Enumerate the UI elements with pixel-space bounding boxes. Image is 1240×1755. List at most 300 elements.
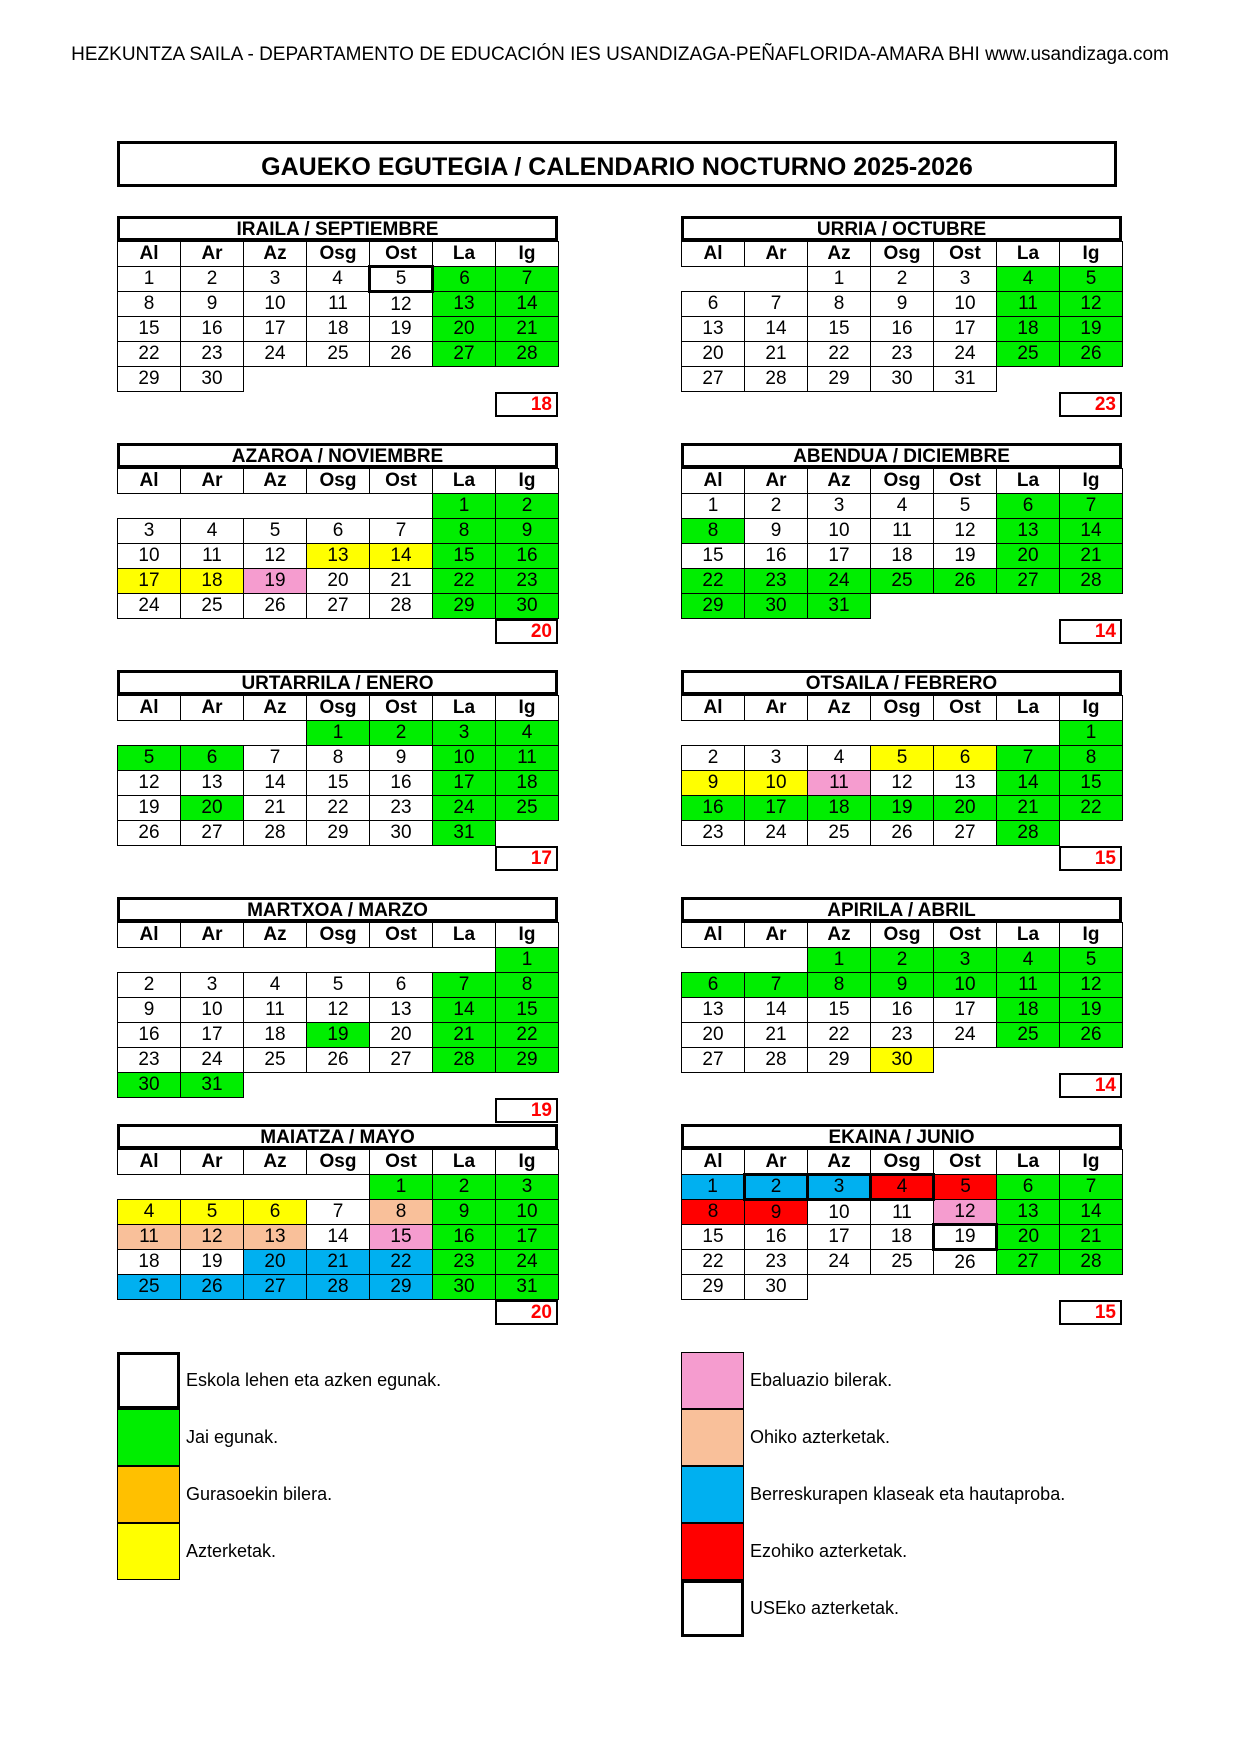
empty-cell [307, 1175, 370, 1200]
day-cell: 30 [118, 1073, 181, 1098]
empty-cell [244, 494, 307, 519]
day-cell: 29 [682, 1275, 745, 1300]
empty-cell [496, 367, 559, 392]
day-cell: 19 [934, 544, 997, 569]
day-cell: 14 [433, 998, 496, 1023]
weekday-header: La [433, 696, 496, 721]
day-cell: 12 [871, 771, 934, 796]
day-cell: 25 [496, 796, 559, 821]
month-grid [681, 468, 1123, 619]
day-cell: 12 [934, 519, 997, 544]
day-cell: 12 [181, 1225, 244, 1250]
empty-cell [808, 721, 871, 746]
month-total-row [117, 846, 558, 871]
empty-cell [244, 1175, 307, 1200]
day-cell: 18 [997, 317, 1060, 342]
day-cell: 2 [181, 267, 244, 292]
day-cell: 11 [871, 1200, 934, 1225]
weekday-header: Az [808, 1150, 871, 1175]
weekday-header: Ar [745, 696, 808, 721]
day-cell: 16 [370, 771, 433, 796]
legend-item [117, 1352, 597, 1409]
day-cell: 13 [682, 317, 745, 342]
day-cell: 28 [307, 1275, 370, 1300]
day-cell: 22 [682, 1250, 745, 1275]
empty-cell [1060, 1275, 1123, 1300]
weekday-header: Ost [370, 242, 433, 267]
day-cell: 28 [1060, 1250, 1123, 1275]
month-title: URTARRILA / ENERO [117, 670, 558, 695]
day-cell: 24 [496, 1250, 559, 1275]
month-grid [117, 468, 559, 619]
day-cell: 29 [433, 594, 496, 619]
day-cell: 14 [244, 771, 307, 796]
day-cell: 5 [934, 1175, 997, 1200]
day-cell: 13 [934, 771, 997, 796]
day-cell: 13 [682, 998, 745, 1023]
weekday-header: Ig [496, 1150, 559, 1175]
day-cell: 30 [871, 1048, 934, 1073]
day-cell: 8 [307, 746, 370, 771]
day-cell: 18 [244, 1023, 307, 1048]
day-cell: 6 [370, 973, 433, 998]
month-total-row [117, 1300, 558, 1325]
weekday-header: La [997, 923, 1060, 948]
day-cell: 6 [997, 1175, 1060, 1200]
month-total: 15 [1059, 846, 1122, 871]
day-cell: 20 [997, 544, 1060, 569]
month-january [117, 670, 558, 871]
day-cell: 15 [496, 998, 559, 1023]
empty-cell [745, 948, 808, 973]
empty-cell [682, 267, 745, 292]
day-cell: 3 [745, 746, 808, 771]
day-cell: 23 [181, 342, 244, 367]
weekday-header: Ig [1060, 242, 1123, 267]
calendar-title-text: GAUEKO EGUTEGIA / CALENDARIO NOCTURNO 2025-2026 [261, 152, 973, 181]
day-cell: 10 [433, 746, 496, 771]
day-cell: 20 [934, 796, 997, 821]
month-total: 15 [1059, 1300, 1122, 1325]
weekday-header: Osg [871, 469, 934, 494]
empty-cell [433, 1073, 496, 1098]
day-cell: 16 [181, 317, 244, 342]
empty-cell [682, 948, 745, 973]
weekday-header: Osg [307, 696, 370, 721]
day-cell: 28 [745, 367, 808, 392]
empty-cell [244, 721, 307, 746]
day-cell: 28 [1060, 569, 1123, 594]
month-grid [681, 1149, 1123, 1300]
weekday-header: La [997, 696, 1060, 721]
legend-label: USEko azterketak. [750, 1598, 900, 1618]
legend-label: Ezohiko azterketak. [750, 1541, 908, 1561]
day-cell: 2 [745, 1175, 808, 1200]
day-cell: 9 [682, 771, 745, 796]
month-total: 23 [1059, 392, 1122, 417]
month-grid [681, 241, 1123, 392]
legend-item [681, 1409, 1161, 1466]
weekday-header: Al [682, 923, 745, 948]
day-cell: 12 [934, 1200, 997, 1225]
day-cell: 26 [871, 821, 934, 846]
month-total-row [681, 619, 1122, 644]
weekday-header: Osg [871, 696, 934, 721]
day-cell: 22 [682, 569, 745, 594]
day-cell: 4 [871, 494, 934, 519]
day-cell: 18 [997, 998, 1060, 1023]
day-cell: 2 [118, 973, 181, 998]
day-cell: 5 [118, 746, 181, 771]
month-title: OTSAILA / FEBRERO [681, 670, 1122, 695]
weekday-header: Al [682, 242, 745, 267]
empty-cell [307, 1073, 370, 1098]
day-cell: 7 [244, 746, 307, 771]
weekday-header: Osg [307, 469, 370, 494]
day-cell: 23 [496, 569, 559, 594]
day-cell: 18 [118, 1250, 181, 1275]
day-cell: 14 [745, 317, 808, 342]
day-cell: 6 [682, 973, 745, 998]
day-cell: 19 [1060, 317, 1123, 342]
day-cell: 5 [871, 746, 934, 771]
day-cell: 17 [745, 796, 808, 821]
weekday-header: Osg [307, 1150, 370, 1175]
day-cell: 15 [370, 1225, 433, 1250]
day-cell: 21 [307, 1250, 370, 1275]
legend-label: Eskola lehen eta azken egunak. [186, 1370, 442, 1390]
day-cell: 5 [934, 494, 997, 519]
month-title: AZAROA / NOVIEMBRE [117, 443, 558, 468]
day-cell: 9 [118, 998, 181, 1023]
day-cell: 26 [934, 1250, 997, 1275]
empty-cell [370, 494, 433, 519]
day-cell: 10 [934, 292, 997, 317]
day-cell: 14 [307, 1225, 370, 1250]
day-cell: 3 [934, 267, 997, 292]
weekday-header: Ig [1060, 1150, 1123, 1175]
day-cell: 7 [1060, 494, 1123, 519]
day-cell: 24 [433, 796, 496, 821]
day-cell: 21 [745, 342, 808, 367]
day-cell: 14 [997, 771, 1060, 796]
empty-cell [181, 948, 244, 973]
day-cell: 22 [433, 569, 496, 594]
day-cell: 26 [1060, 1023, 1123, 1048]
day-cell: 27 [370, 1048, 433, 1073]
day-cell: 30 [745, 1275, 808, 1300]
day-cell: 1 [496, 948, 559, 973]
empty-cell [181, 494, 244, 519]
day-cell: 23 [118, 1048, 181, 1073]
day-cell: 13 [370, 998, 433, 1023]
day-cell: 4 [244, 973, 307, 998]
day-cell: 19 [307, 1023, 370, 1048]
day-cell: 10 [745, 771, 808, 796]
day-cell: 25 [307, 342, 370, 367]
day-cell: 14 [745, 998, 808, 1023]
day-cell: 9 [745, 1200, 808, 1225]
weekday-header: Ig [1060, 696, 1123, 721]
weekday-header: Osg [871, 923, 934, 948]
day-cell: 31 [181, 1073, 244, 1098]
day-cell: 7 [745, 973, 808, 998]
day-cell: 10 [118, 544, 181, 569]
weekday-header: Az [244, 469, 307, 494]
weekday-header: Ar [745, 469, 808, 494]
day-cell: 23 [433, 1250, 496, 1275]
day-cell: 19 [934, 1225, 997, 1250]
legend-label: Gurasoekin bilera. [186, 1484, 333, 1504]
legend-swatch [681, 1409, 744, 1466]
month-grid [117, 695, 559, 846]
day-cell: 27 [433, 342, 496, 367]
day-cell: 8 [682, 519, 745, 544]
day-cell: 2 [433, 1175, 496, 1200]
day-cell: 27 [682, 1048, 745, 1073]
empty-cell [997, 367, 1060, 392]
day-cell: 16 [433, 1225, 496, 1250]
weekday-header: La [997, 1150, 1060, 1175]
month-total-row [681, 392, 1122, 417]
month-title: MAIATZA / MAYO [117, 1124, 558, 1149]
day-cell: 26 [181, 1275, 244, 1300]
weekday-header: Osg [871, 1150, 934, 1175]
day-cell: 7 [496, 267, 559, 292]
day-cell: 25 [808, 821, 871, 846]
day-cell: 4 [118, 1200, 181, 1225]
day-cell: 7 [745, 292, 808, 317]
day-cell: 21 [997, 796, 1060, 821]
day-cell: 30 [496, 594, 559, 619]
weekday-header: Al [118, 923, 181, 948]
day-cell: 21 [745, 1023, 808, 1048]
day-cell: 9 [745, 519, 808, 544]
day-cell: 10 [808, 519, 871, 544]
day-cell: 9 [181, 292, 244, 317]
day-cell: 2 [682, 746, 745, 771]
weekday-header: Ar [181, 923, 244, 948]
day-cell: 27 [997, 569, 1060, 594]
empty-cell [871, 1275, 934, 1300]
day-cell: 11 [871, 519, 934, 544]
day-cell: 16 [745, 544, 808, 569]
month-total: 19 [495, 1098, 558, 1123]
day-cell: 6 [244, 1200, 307, 1225]
day-cell: 23 [370, 796, 433, 821]
weekday-header: Ost [934, 1150, 997, 1175]
day-cell: 2 [871, 948, 934, 973]
day-cell: 17 [244, 317, 307, 342]
day-cell: 21 [433, 1023, 496, 1048]
day-cell: 17 [118, 569, 181, 594]
day-cell: 17 [496, 1225, 559, 1250]
weekday-header: La [433, 1150, 496, 1175]
day-cell: 22 [118, 342, 181, 367]
day-cell: 25 [181, 594, 244, 619]
weekday-header: Az [244, 696, 307, 721]
legend-item [117, 1409, 597, 1466]
legend-item [681, 1580, 1161, 1637]
day-cell: 10 [244, 292, 307, 317]
day-cell: 13 [997, 1200, 1060, 1225]
weekday-header: Al [682, 469, 745, 494]
day-cell: 18 [808, 796, 871, 821]
day-cell: 14 [1060, 519, 1123, 544]
day-cell: 6 [181, 746, 244, 771]
day-cell: 30 [181, 367, 244, 392]
month-november [117, 443, 558, 644]
empty-cell [745, 267, 808, 292]
month-total-row [681, 1073, 1122, 1098]
empty-cell [118, 1175, 181, 1200]
day-cell: 13 [181, 771, 244, 796]
month-grid [681, 695, 1123, 846]
month-december [681, 443, 1122, 644]
weekday-header: Ar [745, 242, 808, 267]
day-cell: 8 [1060, 746, 1123, 771]
weekday-header: Ar [181, 1150, 244, 1175]
empty-cell [370, 367, 433, 392]
day-cell: 7 [307, 1200, 370, 1225]
day-cell: 1 [808, 948, 871, 973]
day-cell: 3 [496, 1175, 559, 1200]
day-cell: 13 [244, 1225, 307, 1250]
legend-swatch [681, 1580, 744, 1637]
day-cell: 18 [871, 1225, 934, 1250]
weekday-header: Osg [307, 923, 370, 948]
day-cell: 12 [1060, 973, 1123, 998]
day-cell: 24 [808, 569, 871, 594]
day-cell: 23 [871, 342, 934, 367]
day-cell: 18 [307, 317, 370, 342]
day-cell: 11 [808, 771, 871, 796]
day-cell: 7 [997, 746, 1060, 771]
day-cell: 12 [1060, 292, 1123, 317]
day-cell: 8 [808, 292, 871, 317]
empty-cell [118, 721, 181, 746]
day-cell: 1 [682, 1175, 745, 1200]
legend-swatch [117, 1466, 180, 1523]
empty-cell [496, 1073, 559, 1098]
day-cell: 30 [745, 594, 808, 619]
day-cell: 12 [118, 771, 181, 796]
empty-cell [871, 594, 934, 619]
month-grid [681, 922, 1123, 1073]
day-cell: 18 [496, 771, 559, 796]
day-cell: 15 [1060, 771, 1123, 796]
day-cell: 27 [244, 1275, 307, 1300]
weekday-header: Az [244, 1150, 307, 1175]
day-cell: 15 [682, 544, 745, 569]
day-cell: 1 [1060, 721, 1123, 746]
empty-cell [307, 494, 370, 519]
day-cell: 25 [244, 1048, 307, 1073]
empty-cell [370, 1073, 433, 1098]
weekday-header: Ost [370, 469, 433, 494]
day-cell: 11 [181, 544, 244, 569]
month-october [681, 216, 1122, 417]
day-cell: 23 [682, 821, 745, 846]
day-cell: 14 [1060, 1200, 1123, 1225]
day-cell: 27 [181, 821, 244, 846]
empty-cell [181, 721, 244, 746]
day-cell: 3 [808, 1175, 871, 1200]
day-cell: 24 [118, 594, 181, 619]
day-cell: 2 [871, 267, 934, 292]
legend-label: Azterketak. [186, 1541, 277, 1561]
day-cell: 31 [433, 821, 496, 846]
weekday-header: Az [808, 923, 871, 948]
empty-cell [997, 594, 1060, 619]
day-cell: 29 [682, 594, 745, 619]
day-cell: 7 [1060, 1175, 1123, 1200]
empty-cell [433, 948, 496, 973]
day-cell: 17 [808, 544, 871, 569]
empty-cell [745, 721, 808, 746]
month-title: ABENDUA / DICIEMBRE [681, 443, 1122, 468]
day-cell: 31 [808, 594, 871, 619]
day-cell: 13 [997, 519, 1060, 544]
day-cell: 9 [871, 292, 934, 317]
day-cell: 25 [118, 1275, 181, 1300]
weekday-header: La [997, 242, 1060, 267]
day-cell: 6 [997, 494, 1060, 519]
month-total-row [117, 619, 558, 644]
weekday-header: Az [244, 242, 307, 267]
day-cell: 24 [934, 1023, 997, 1048]
calendar-title [117, 141, 1117, 187]
day-cell: 21 [496, 317, 559, 342]
day-cell: 2 [496, 494, 559, 519]
day-cell: 21 [1060, 544, 1123, 569]
day-cell: 3 [934, 948, 997, 973]
day-cell: 20 [370, 1023, 433, 1048]
weekday-header: La [433, 923, 496, 948]
day-cell: 22 [496, 1023, 559, 1048]
day-cell: 20 [244, 1250, 307, 1275]
day-cell: 26 [118, 821, 181, 846]
day-cell: 28 [370, 594, 433, 619]
day-cell: 24 [244, 342, 307, 367]
weekday-header: Az [244, 923, 307, 948]
month-may [117, 1124, 558, 1325]
day-cell: 26 [934, 569, 997, 594]
weekday-header: Ig [496, 469, 559, 494]
month-grid [117, 1149, 559, 1300]
day-cell: 18 [871, 544, 934, 569]
legend-swatch [681, 1352, 744, 1409]
day-cell: 5 [1060, 267, 1123, 292]
day-cell: 4 [307, 267, 370, 292]
month-total: 14 [1059, 619, 1122, 644]
weekday-header: Ost [934, 469, 997, 494]
month-total: 20 [495, 1300, 558, 1325]
day-cell: 26 [244, 594, 307, 619]
day-cell: 6 [307, 519, 370, 544]
day-cell: 29 [808, 367, 871, 392]
day-cell: 10 [934, 973, 997, 998]
day-cell: 21 [370, 569, 433, 594]
day-cell: 15 [307, 771, 370, 796]
empty-cell [1060, 367, 1123, 392]
day-cell: 8 [370, 1200, 433, 1225]
day-cell: 5 [1060, 948, 1123, 973]
day-cell: 7 [433, 973, 496, 998]
empty-cell [934, 594, 997, 619]
day-cell: 30 [370, 821, 433, 846]
day-cell: 31 [496, 1275, 559, 1300]
